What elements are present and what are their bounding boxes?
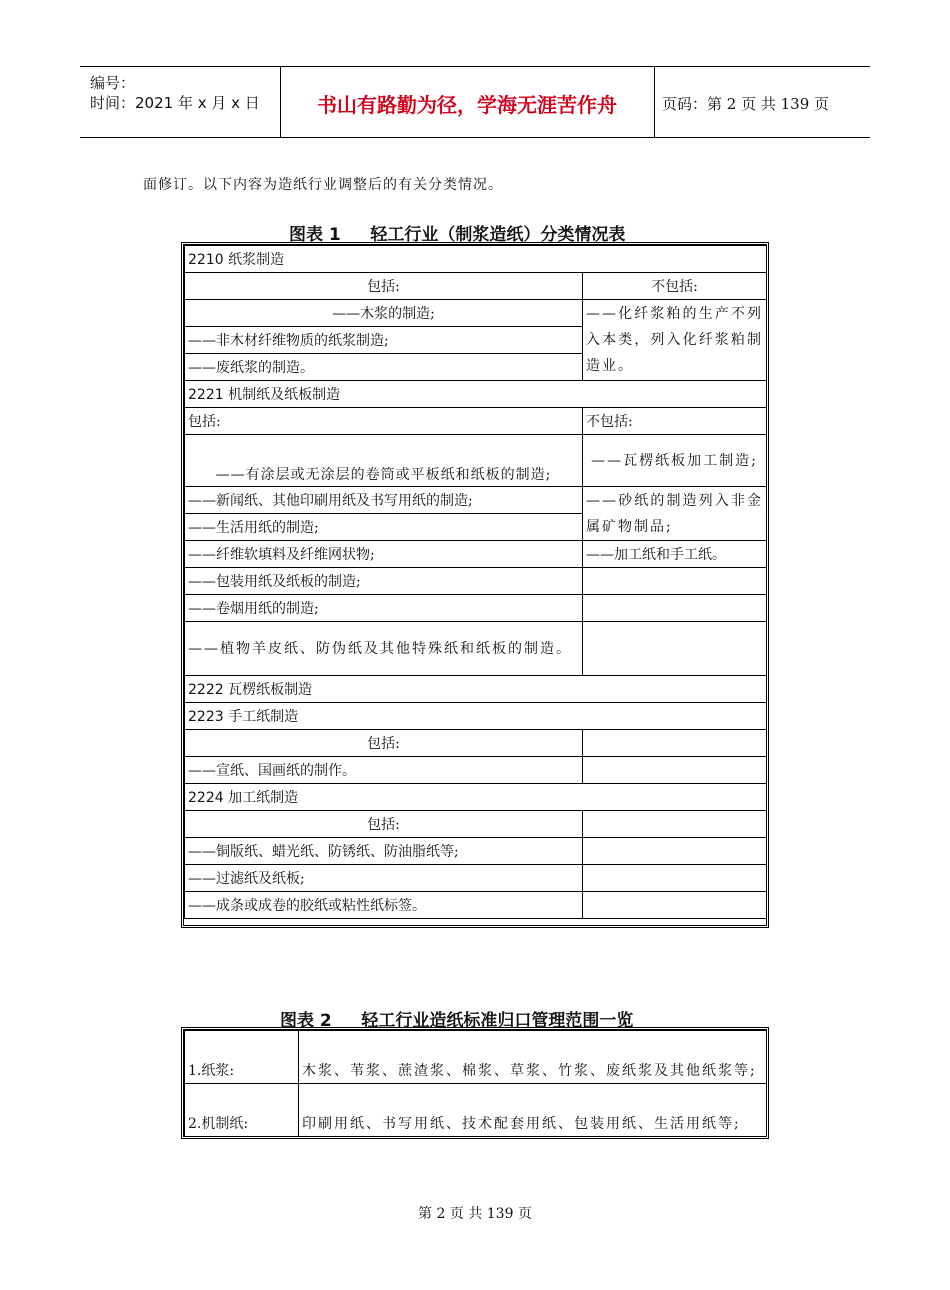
scope-label: 2.机制纸: [185, 1084, 299, 1137]
empty-cell [583, 730, 767, 757]
header-page-number: 页码：第 2 页 共 139 页 [662, 95, 830, 113]
empty-cell [583, 811, 767, 838]
empty-cell [583, 622, 767, 676]
exclude-item: ——砂纸的制造列入非金属矿物制品; [583, 487, 767, 541]
include-item: ——新闻纸、其他印刷用纸及书写用纸的制造; [185, 487, 583, 514]
include-item: ——植物羊皮纸、防伪纸及其他特殊纸和纸板的制造。 [185, 622, 583, 676]
exclude-item: ——瓦楞纸板加工制造; [583, 435, 767, 487]
include-item: ——过滤纸及纸板; [185, 865, 583, 892]
exclude-item: ——化纤浆粕的生产不列入本类，列入化纤浆粕制造业。 [583, 300, 767, 381]
include-item: ——非木材纤维物质的纸浆制造; [185, 327, 583, 354]
page-header [80, 66, 870, 138]
empty-cell [583, 595, 767, 622]
section-title-2210: 2210 纸浆制造 [185, 246, 767, 273]
empty-cell [583, 892, 767, 919]
section-title-2224: 2224 加工纸制造 [185, 784, 767, 811]
table1-classification [181, 242, 769, 928]
empty-cell [583, 838, 767, 865]
section-title-2221: 2221 机制纸及纸板制造 [185, 381, 767, 408]
include-item: ——铜版纸、蜡光纸、防锈纸、防油脂纸等; [185, 838, 583, 865]
excludes-header: 不包括: [583, 408, 767, 435]
include-item: ——宣纸、国画纸的制作。 [185, 757, 583, 784]
include-item: ——卷烟用纸的制造; [185, 595, 583, 622]
empty-cell [583, 568, 767, 595]
include-item: ——生活用纸的制造; [185, 514, 583, 541]
header-meta [90, 73, 260, 113]
includes-header: 包括: [185, 730, 583, 757]
table2-caption: 图表 2 轻工行业造纸标准归口管理范围一览 [280, 1011, 634, 1031]
includes-header: 包括: [185, 408, 583, 435]
include-item: ——包装用纸及纸板的制造; [185, 568, 583, 595]
table2-scope [181, 1027, 769, 1139]
include-item: ——木浆的制造; [185, 300, 583, 327]
empty-cell [583, 865, 767, 892]
section-title-2222: 2222 瓦楞纸板制造 [185, 676, 767, 703]
scope-label: 1.纸浆: [185, 1031, 299, 1084]
scope-content: 木浆、苇浆、蔗渣浆、棉浆、草浆、竹浆、废纸浆及其他纸浆等; [299, 1031, 767, 1084]
document-number-label: 编号： [90, 74, 136, 92]
scope-content: 印刷用纸、书写用纸、技术配套用纸、包装用纸、生活用纸等; [299, 1084, 767, 1137]
includes-header: 包括: [185, 273, 583, 300]
table1-caption: 图表 1 轻工行业（制浆造纸）分类情况表 [289, 225, 626, 245]
section-title-2223: 2223 手工纸制造 [185, 703, 767, 730]
header-motto: 书山有路勤为径，学海无涯苦作舟 [317, 93, 617, 117]
intro-paragraph: 面修订。以下内容为造纸行业调整后的有关分类情况。 [143, 177, 503, 193]
exclude-item: ——加工纸和手工纸。 [583, 541, 767, 568]
include-item: ——成条或成卷的胶纸或粘性纸标签。 [185, 892, 583, 919]
empty-cell [583, 757, 767, 784]
excludes-header: 不包括: [583, 273, 767, 300]
include-item: ——有涂层或无涂层的卷筒或平板纸和纸板的制造; [185, 435, 583, 487]
include-item: ——废纸浆的制造。 [185, 354, 583, 381]
includes-header: 包括: [185, 811, 583, 838]
header-divider [654, 67, 655, 137]
include-item: ——纤维软填料及纤维网状物; [185, 541, 583, 568]
page-footer: 第 2 页 共 139 页 [418, 1206, 532, 1222]
document-time-label: 时间：2021 年 x 月 x 日 [90, 94, 260, 112]
